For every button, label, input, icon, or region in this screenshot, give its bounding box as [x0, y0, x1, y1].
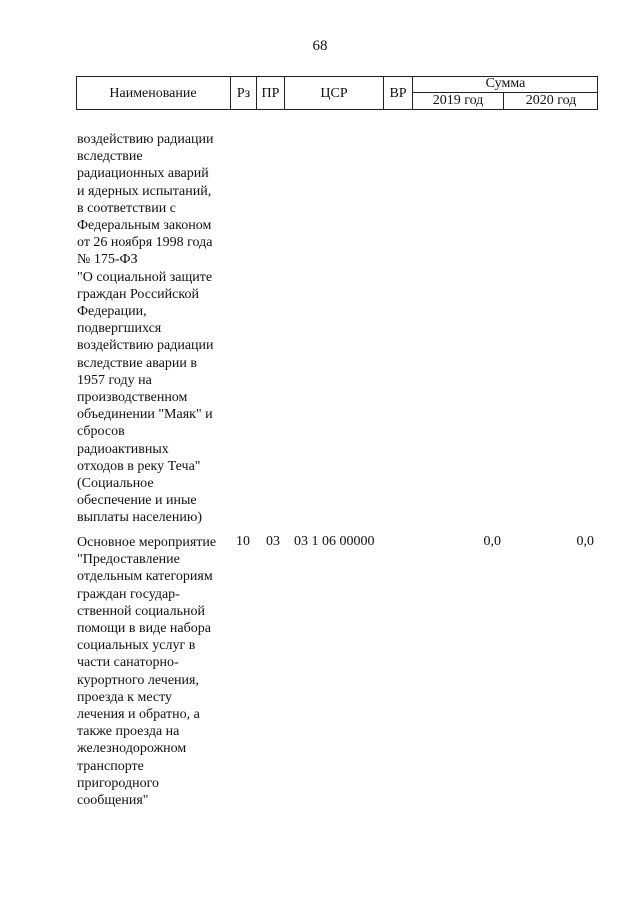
page-number: 68	[312, 38, 328, 54]
column-header-sum: Сумма	[485, 76, 526, 91]
column-header-name: Наименование	[109, 86, 197, 101]
column-header-csr: ЦСР	[320, 86, 348, 101]
row-name: Основное мероприятие "Предоставление отдельным категориям граждан государ- ственной социальной помощи в виде набора социальных услуг в части санаторно- курортного лечения, проезда к месту лечения и обратно, а также проезда на железнодорожном транспорте пригородного сообщения"	[77, 535, 217, 809]
row-sum-2019: 0,0	[483, 534, 501, 549]
column-header-rz: Рз	[236, 86, 251, 101]
row-sum-2020: 0,0	[576, 534, 594, 549]
row-continuation-name: воздействию радиации вследствие радиационных аварий и ядерных испытаний, в соответствии с Федеральным законом от 26 ноября 1998 года № 175-ФЗ "О социальной защите граждан Российской Федерации, подвергшихся воздействию радиации вследствие аварии в 1957 году на производственном объединении "Маяк" и сбросов радиоактивных отходов в реку Теча" (Социальное обеспечение и иные выплаты населению)	[77, 132, 214, 526]
column-header-2019: 2019 год	[432, 93, 484, 108]
column-header-vr: ВР	[389, 86, 407, 101]
row-csr: 03 1 06 00000	[294, 534, 375, 549]
row-rz: 10	[236, 534, 250, 549]
row-pr: 03	[266, 534, 280, 549]
column-header-pr: ПР	[261, 86, 280, 101]
column-header-2020: 2020 год	[525, 93, 577, 108]
